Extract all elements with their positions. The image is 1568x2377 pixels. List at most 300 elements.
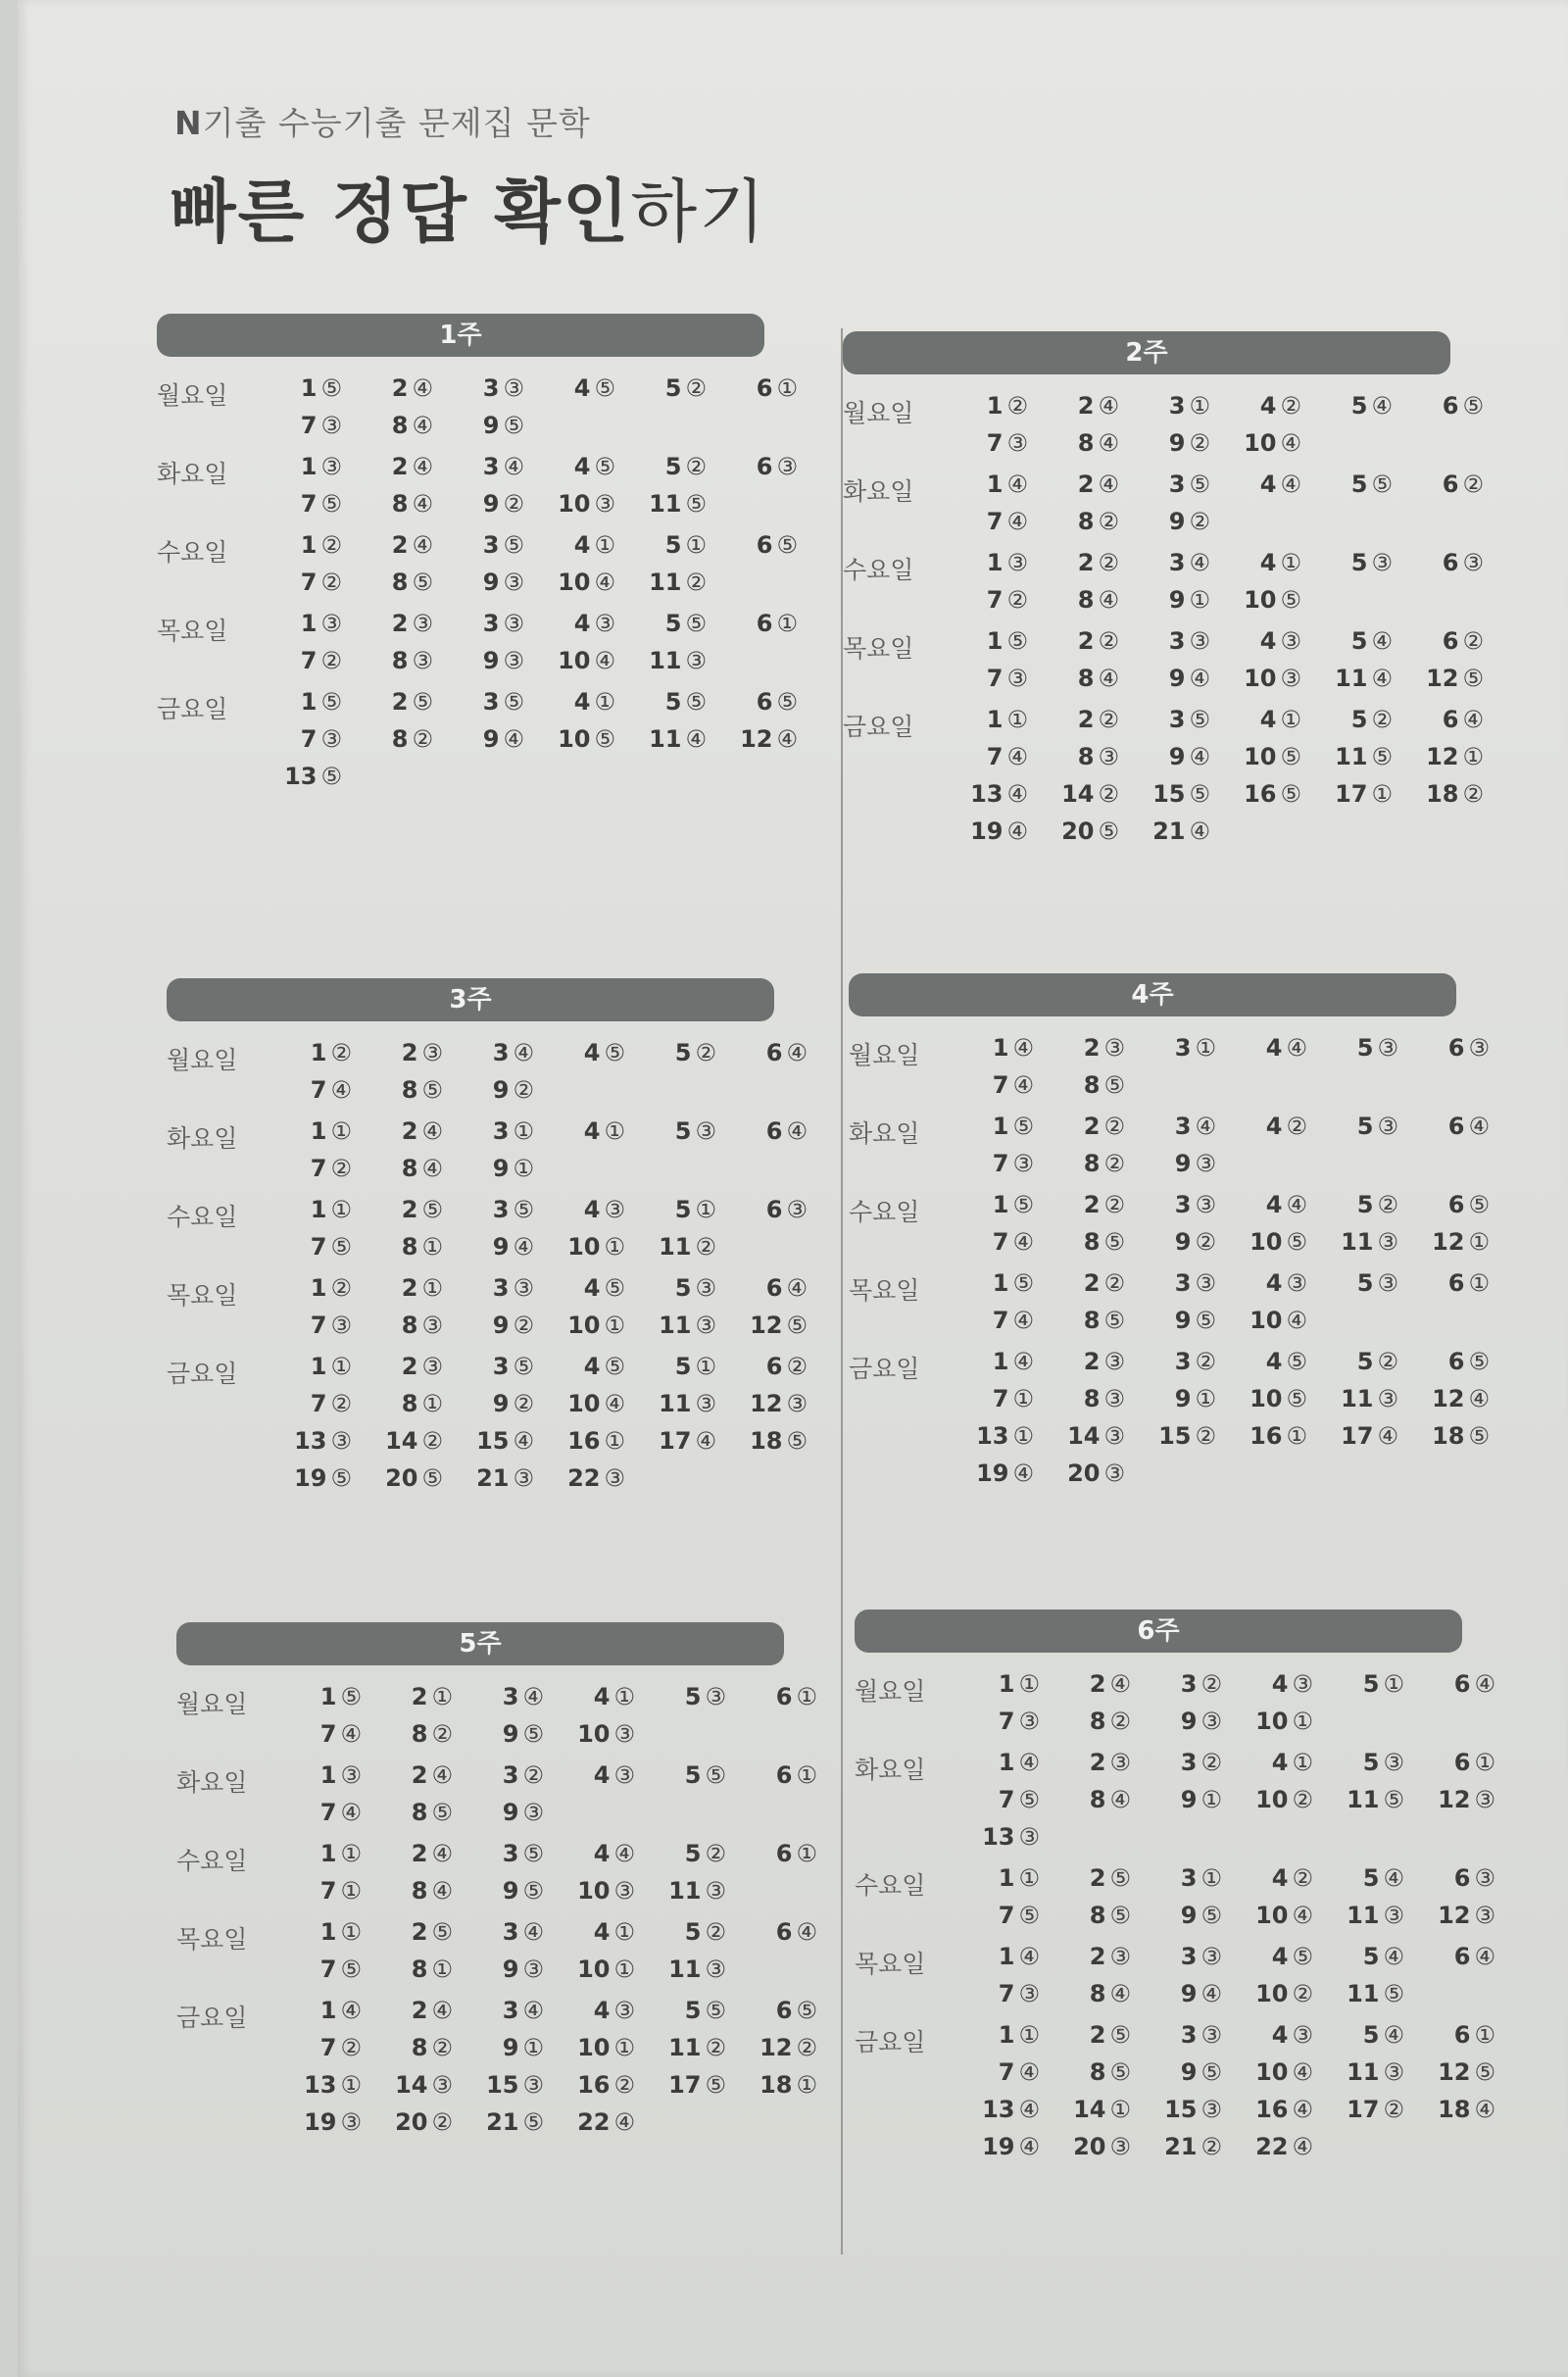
answer-choice: ④: [1006, 780, 1028, 808]
answer-grid: [265, 688, 811, 790]
answer-choice: ③: [1377, 1269, 1398, 1297]
answer-choice: ④: [1018, 2133, 1040, 2160]
question-number: 18: [760, 2071, 793, 2099]
day-label: 수요일: [176, 1847, 248, 1875]
answer-choice: ③: [412, 610, 433, 637]
question-number: 6: [765, 1274, 783, 1302]
answer-choice: ②: [1286, 1113, 1307, 1140]
question-number: 2: [411, 1918, 428, 1946]
answer-item: [962, 1786, 1054, 1813]
question-number: 5: [1362, 2021, 1380, 2049]
answer-item: [1139, 1150, 1230, 1177]
answer-item: [962, 2096, 1054, 2123]
answer-choice: ①: [340, 1840, 362, 1867]
question-number: 2: [1083, 1269, 1101, 1297]
answer-item: [466, 1918, 558, 1946]
answer-choice: ⑤: [330, 1464, 352, 1492]
answer-item: [1412, 1191, 1503, 1218]
answer-choice: ③: [1474, 1902, 1495, 1929]
answer-item: [1145, 1943, 1236, 1970]
question-number: 5: [1362, 1749, 1380, 1776]
answer-grid: [962, 1943, 1509, 2007]
answer-choice: ⑤: [1109, 1864, 1131, 1892]
question-number: 7: [986, 508, 1004, 535]
answer-choice: ②: [412, 725, 433, 753]
answer-item: [951, 665, 1042, 692]
question-number: 10: [1250, 1228, 1283, 1256]
question-number: 2: [1083, 1191, 1101, 1218]
question-number: 10: [1255, 1902, 1289, 1929]
answer-item: [284, 1799, 375, 1826]
answer-choice: ③: [1195, 1150, 1216, 1177]
title-regular-text: 하기: [630, 172, 767, 252]
answer-choice: ④: [1189, 549, 1210, 576]
answer-choice: ④: [1098, 429, 1119, 457]
question-number: 5: [664, 688, 682, 716]
question-number: 9: [492, 1390, 510, 1417]
answer-item: [1321, 1113, 1412, 1140]
answer-item: [466, 2034, 558, 2061]
question-number: 20: [1073, 2133, 1106, 2160]
answer-choice: ⑤: [604, 1274, 625, 1302]
answer-choice: ④: [1189, 743, 1210, 770]
answer-choice: ①: [1189, 392, 1210, 420]
answer-item: [639, 1117, 730, 1145]
answer-choice: ③: [1462, 549, 1484, 576]
answer-choice: ③: [1006, 665, 1028, 692]
answer-item: [649, 1761, 740, 1789]
answer-item: [649, 1918, 740, 1946]
answer-item: [1133, 743, 1224, 770]
answer-item: [1327, 1864, 1418, 1892]
week-section: [176, 1622, 817, 2150]
question-number: 9: [1174, 1228, 1192, 1256]
answer-choice: ④: [1018, 2096, 1040, 2123]
answer-item: [951, 586, 1042, 614]
answer-item: [375, 1761, 466, 1789]
answer-choice: ⑤: [340, 1956, 362, 1983]
question-number: 3: [482, 531, 500, 559]
question-number: 10: [577, 1956, 611, 1983]
question-number: 8: [1077, 508, 1095, 535]
answer-item: [1230, 1307, 1321, 1334]
question-number: 22: [1255, 2133, 1289, 2160]
answer-item: [956, 1113, 1048, 1140]
answer-choice: ⑤: [522, 1877, 544, 1905]
answer-item: [956, 1034, 1048, 1062]
answer-item: [274, 1464, 366, 1492]
answer-choice: ⑤: [522, 1840, 544, 1867]
answer-choice: ⑤: [1012, 1113, 1034, 1140]
answer-choice: ③: [431, 2071, 453, 2099]
question-number: 9: [502, 1799, 519, 1826]
answer-item: [1406, 549, 1497, 576]
answer-item: [1236, 2133, 1327, 2160]
answer-choice: ②: [613, 2071, 635, 2099]
answer-choice: ①: [330, 1353, 352, 1380]
answer-item: [1145, 1786, 1236, 1813]
answer-item: [956, 1269, 1048, 1297]
question-number: 9: [492, 1076, 510, 1104]
question-number: 10: [1250, 1385, 1283, 1412]
answer-choice: ③: [786, 1196, 808, 1223]
answer-choice: ⑤: [320, 763, 342, 790]
day-label: 월요일: [167, 1046, 238, 1074]
question-number: 8: [391, 412, 409, 439]
answer-item: [951, 627, 1042, 655]
answer-item: [1315, 706, 1406, 733]
answer-item: [1139, 1269, 1230, 1297]
question-number: 13: [976, 1422, 1009, 1450]
day-label: 목요일: [849, 1276, 920, 1305]
answer-choice: ⑤: [594, 725, 615, 753]
question-number: 7: [300, 725, 318, 753]
answer-item: [956, 1307, 1048, 1334]
answer-choice: ④: [604, 1390, 625, 1417]
answer-item: [356, 490, 447, 518]
week-section: [157, 314, 798, 804]
answer-grid: [284, 1840, 831, 1905]
answer-choice: ③: [1200, 1708, 1222, 1735]
question-number: 1: [319, 1683, 337, 1710]
answer-choice: ⑤: [1371, 470, 1393, 498]
answer-choice: ⑤: [1286, 1348, 1307, 1375]
question-number: 3: [1180, 1943, 1198, 1970]
answer-choice: ⑤: [513, 1196, 534, 1223]
answer-choice: ⑤: [705, 1997, 726, 2024]
answer-choice: ①: [604, 1117, 625, 1145]
question-number: 10: [1255, 1980, 1289, 2007]
question-number: 2: [1077, 392, 1095, 420]
answer-choice: ①: [594, 531, 615, 559]
answer-choice: ④: [1018, 1749, 1040, 1776]
answer-item: [274, 1155, 366, 1182]
answer-item: [1145, 2021, 1236, 2049]
answer-grid: [265, 531, 811, 596]
answer-item: [720, 531, 811, 559]
question-number: 8: [411, 1720, 428, 1748]
answer-choice: ①: [1292, 1708, 1313, 1735]
answer-choice: ③: [421, 1312, 443, 1339]
answer-item: [265, 453, 356, 480]
question-number: 5: [674, 1196, 692, 1223]
question-number: 5: [684, 1761, 702, 1789]
question-number: 1: [319, 1840, 337, 1867]
day-row: [167, 1196, 808, 1261]
day-row: [849, 1034, 1490, 1099]
question-number: 5: [664, 531, 682, 559]
question-number: 7: [300, 490, 318, 518]
answer-choice: ②: [421, 1427, 443, 1455]
answer-choice: ④: [1098, 470, 1119, 498]
answer-choice: ③: [1103, 1460, 1125, 1487]
answer-choice: ⑤: [1200, 1902, 1222, 1929]
answer-item: [1054, 1980, 1145, 2007]
answer-choice: ⑤: [412, 688, 433, 716]
question-number: 17: [668, 2071, 702, 2099]
answer-choice: ④: [1006, 508, 1028, 535]
answer-choice: ③: [594, 490, 615, 518]
answer-item: [1327, 1749, 1418, 1776]
question-number: 1: [310, 1039, 327, 1066]
answer-item: [457, 1155, 548, 1182]
question-number: 7: [300, 569, 318, 596]
answer-choice: ①: [796, 2071, 817, 2099]
answer-choice: ③: [1098, 743, 1119, 770]
question-number: 9: [482, 647, 500, 674]
answer-choice: ④: [522, 1918, 544, 1946]
question-number: 6: [756, 374, 773, 402]
answer-item: [284, 1720, 375, 1748]
answer-choice: ④: [1200, 1980, 1222, 2007]
day-label: 수요일: [157, 538, 228, 567]
answer-item: [265, 412, 356, 439]
answer-choice: ⑤: [503, 412, 524, 439]
answer-item: [1321, 1422, 1412, 1450]
answer-choice: ③: [503, 569, 524, 596]
answer-choice: ①: [776, 374, 798, 402]
question-number: 10: [1255, 2058, 1289, 2086]
answer-item: [1224, 470, 1315, 498]
question-number: 4: [1271, 1943, 1289, 1970]
day-row: [176, 1918, 817, 1983]
answer-item: [1406, 392, 1497, 420]
answer-item: [1042, 508, 1133, 535]
answer-choice: ⑤: [1109, 1902, 1131, 1929]
answer-item: [265, 569, 356, 596]
answer-choice: ④: [613, 1840, 635, 1867]
answer-item: [1145, 1864, 1236, 1892]
question-number: 1: [998, 1864, 1015, 1892]
question-number: 6: [1442, 392, 1459, 420]
question-number: 6: [756, 531, 773, 559]
question-number: 4: [593, 1761, 611, 1789]
answer-choice: ④: [1468, 1113, 1490, 1140]
answer-choice: ④: [1006, 470, 1028, 498]
answer-choice: ③: [1474, 1786, 1495, 1813]
answer-item: [1327, 1786, 1418, 1813]
answer-choice: ③: [1109, 1749, 1131, 1776]
answer-item: [366, 1464, 457, 1492]
answer-choice: ②: [522, 1761, 544, 1789]
day-row: [843, 549, 1484, 614]
question-number: 4: [1271, 2021, 1289, 2049]
answer-choice: ①: [1383, 1670, 1404, 1698]
answer-item: [1133, 665, 1224, 692]
question-number: 13: [970, 780, 1004, 808]
answer-choice: ④: [1006, 743, 1028, 770]
question-number: 8: [391, 647, 409, 674]
answer-choice: ⑤: [1286, 1385, 1307, 1412]
week-header: 1주: [157, 314, 764, 357]
day-row: [157, 610, 798, 674]
question-number: 18: [750, 1427, 783, 1455]
answer-choice: ③: [1012, 1150, 1034, 1177]
answer-grid: [274, 1117, 821, 1182]
question-number: 9: [1180, 2058, 1198, 2086]
answer-item: [447, 490, 538, 518]
question-number: 7: [998, 1786, 1015, 1813]
answer-item: [951, 429, 1042, 457]
answer-choice: ⑤: [705, 1761, 726, 1789]
answer-choice: ④: [1189, 817, 1210, 845]
answer-item: [956, 1150, 1048, 1177]
answer-choice: ④: [1377, 1422, 1398, 1450]
question-number: 21: [1164, 2133, 1198, 2160]
answer-item: [375, 1956, 466, 1983]
answer-item: [1321, 1348, 1412, 1375]
answer-item: [629, 374, 720, 402]
question-number: 11: [1341, 1228, 1374, 1256]
question-number: 12: [1426, 743, 1459, 770]
answer-item: [1224, 549, 1315, 576]
question-number: 8: [1089, 1708, 1106, 1735]
question-number: 3: [1168, 470, 1186, 498]
answer-item: [538, 647, 629, 674]
question-number: 1: [998, 1943, 1015, 1970]
answer-grid: [951, 627, 1497, 692]
question-number: 9: [492, 1233, 510, 1261]
answer-choice: ②: [320, 647, 342, 674]
answer-choice: ②: [1103, 1191, 1125, 1218]
question-number: 10: [567, 1312, 601, 1339]
answer-item: [1224, 780, 1315, 808]
answer-choice: ②: [431, 1720, 453, 1748]
question-number: 3: [502, 1918, 519, 1946]
question-number: 1: [998, 1749, 1015, 1776]
answer-item: [274, 1353, 366, 1380]
answer-grid: [951, 392, 1497, 457]
answer-item: [1412, 1113, 1503, 1140]
question-number: 9: [1180, 1786, 1198, 1813]
question-number: 7: [986, 586, 1004, 614]
question-number: 10: [567, 1390, 601, 1417]
question-number: 6: [1453, 1943, 1471, 1970]
answer-choice: ④: [1006, 817, 1028, 845]
question-number: 2: [1077, 549, 1095, 576]
day-row: [157, 531, 798, 596]
question-number: 3: [1180, 1670, 1198, 1698]
answer-choice: ⑤: [1292, 1943, 1313, 1970]
question-number: 3: [1168, 627, 1186, 655]
answer-item: [629, 688, 720, 716]
answer-choice: ⑤: [776, 688, 798, 716]
answer-item: [1315, 470, 1406, 498]
day-label: 금요일: [849, 1355, 920, 1383]
question-number: 3: [492, 1039, 510, 1066]
answer-item: [1230, 1348, 1321, 1375]
answer-item: [1048, 1034, 1139, 1062]
question-number: 1: [310, 1196, 327, 1223]
question-number: 5: [1362, 1864, 1380, 1892]
answer-item: [558, 1877, 649, 1905]
question-number: 11: [649, 569, 682, 596]
answer-item: [951, 743, 1042, 770]
answer-item: [558, 1840, 649, 1867]
answer-item: [457, 1353, 548, 1380]
day-label: 화요일: [855, 1756, 926, 1784]
question-number: 8: [1077, 429, 1095, 457]
question-number: 8: [391, 725, 409, 753]
answer-choice: ②: [705, 2034, 726, 2061]
answer-choice: ④: [1012, 1307, 1034, 1334]
answer-item: [1230, 1034, 1321, 1062]
question-number: 3: [1174, 1269, 1192, 1297]
answer-choice: ③: [503, 647, 524, 674]
answer-choice: ③: [320, 610, 342, 637]
day-label: 수요일: [843, 556, 914, 584]
answer-item: [265, 531, 356, 559]
answer-choice: ④: [786, 1039, 808, 1066]
answer-item: [1139, 1422, 1230, 1450]
answer-choice: ④: [412, 531, 433, 559]
answer-item: [1054, 1708, 1145, 1735]
answer-item: [1230, 1191, 1321, 1218]
question-number: 6: [1453, 1864, 1471, 1892]
answer-item: [951, 780, 1042, 808]
answer-item: [447, 374, 538, 402]
answer-item: [466, 1956, 558, 1983]
answer-item: [548, 1274, 639, 1302]
question-number: 1: [300, 453, 318, 480]
answer-item: [375, 1720, 466, 1748]
answer-choice: ③: [421, 1353, 443, 1380]
answer-choice: ①: [513, 1155, 534, 1182]
answer-choice: ③: [522, 2071, 544, 2099]
question-number: 11: [649, 647, 682, 674]
question-number: 7: [310, 1076, 327, 1104]
answer-item: [1048, 1307, 1139, 1334]
answer-choice: ①: [522, 2034, 544, 2061]
answer-choice: ②: [685, 453, 707, 480]
question-number: 4: [1265, 1269, 1283, 1297]
answer-choice: ④: [431, 1840, 453, 1867]
question-number: 9: [502, 2034, 519, 2061]
question-number: 19: [970, 817, 1004, 845]
question-number: 4: [573, 610, 591, 637]
question-number: 15: [1152, 780, 1186, 808]
answer-item: [558, 2108, 649, 2136]
answer-choice: ④: [513, 1427, 534, 1455]
answer-choice: ④: [594, 647, 615, 674]
question-number: 1: [300, 688, 318, 716]
question-number: 3: [1168, 549, 1186, 576]
subtitle-text: 기출 수능기출 문제집 문학: [202, 104, 591, 142]
answer-choice: ⑤: [705, 2071, 726, 2099]
answer-item: [1042, 817, 1133, 845]
answer-item: [1224, 706, 1315, 733]
day-label: 수요일: [855, 1871, 926, 1900]
question-number: 4: [573, 374, 591, 402]
question-number: 8: [401, 1390, 418, 1417]
question-number: 1: [319, 1997, 337, 2024]
answer-item: [1145, 1708, 1236, 1735]
answer-item: [1236, 1943, 1327, 1970]
question-number: 6: [775, 1683, 793, 1710]
answer-item: [1412, 1034, 1503, 1062]
day-row: [849, 1348, 1490, 1487]
answer-item: [1042, 706, 1133, 733]
answer-item: [356, 688, 447, 716]
answer-choice: ③: [1018, 1980, 1040, 2007]
answer-item: [962, 1980, 1054, 2007]
question-number: 3: [502, 1840, 519, 1867]
answer-item: [284, 1997, 375, 2024]
answer-choice: ④: [340, 1799, 362, 1826]
answer-choice: ④: [1012, 1228, 1034, 1256]
answer-item: [366, 1196, 457, 1223]
answer-item: [284, 1877, 375, 1905]
